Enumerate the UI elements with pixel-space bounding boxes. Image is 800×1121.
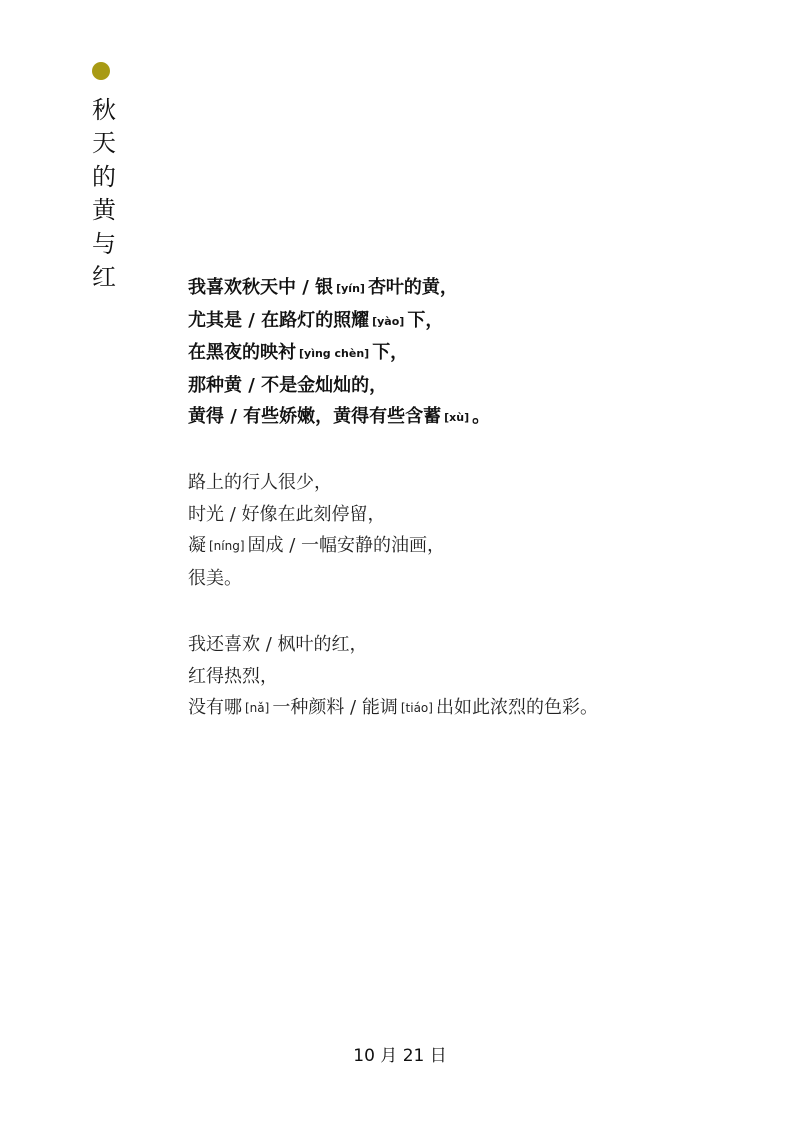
stanza-yellow [188, 272, 748, 434]
line-text: 黄得 / 有些娇嫩，黄得有些含蓄 [188, 406, 442, 427]
line-text: 路上的行人很少， [188, 472, 332, 493]
poem-line [188, 661, 748, 693]
poem-line [188, 467, 748, 499]
stanza-street [188, 467, 748, 594]
poem-line [188, 401, 748, 434]
line-text: 没有哪 [188, 697, 242, 718]
line-text: 固成 / 一幅安静的油画， [247, 535, 446, 556]
line-text: 凝 [188, 535, 206, 556]
line-text: 我还喜欢 / 枫叶的红， [188, 634, 368, 655]
pinyin-annotation: [yìng chèn] [299, 347, 370, 360]
poem-line [188, 692, 748, 725]
poem-line [188, 563, 748, 595]
pinyin-annotation: [nǎ] [245, 701, 270, 715]
line-text: 在黑夜的映衬 [188, 342, 296, 363]
line-text: 红得热烈， [188, 665, 278, 687]
line-text: 一种颜料 / 能调 [272, 697, 398, 718]
date-footer: 10 月 21 日 [353, 1046, 447, 1066]
line-text: 下， [407, 309, 444, 331]
title-char: 红 [92, 263, 116, 292]
accent-dot-icon [92, 62, 110, 80]
poem-line [188, 272, 748, 305]
pinyin-annotation: [tiáo] [400, 701, 433, 715]
pinyin-annotation: [yào] [372, 314, 405, 328]
line-text: 时光 / 好像在此刻停留， [188, 503, 386, 525]
title-char: 天 [92, 129, 116, 158]
pinyin-annotation: [níng] [209, 539, 245, 553]
pinyin-annotation: [yín] [336, 282, 365, 295]
line-text: 我喜欢秋天中 / 银 [188, 277, 334, 298]
title-char: 的 [92, 162, 116, 191]
line-text: 下， [372, 342, 409, 363]
poem-line [188, 530, 748, 563]
pinyin-annotation: [xù] [444, 411, 470, 424]
poem-line [188, 629, 748, 661]
title-char: 黄 [92, 196, 116, 225]
title-char: 秋 [92, 96, 116, 124]
vertical-title [89, 94, 119, 294]
line-text: 很美。 [188, 567, 242, 589]
poem-line [188, 499, 748, 531]
poem-line [188, 305, 748, 338]
line-text: 出如此浓烈的色彩。 [435, 697, 598, 718]
stanza-red [188, 629, 748, 725]
line-text: 。 [472, 406, 491, 427]
poem-line [188, 370, 748, 402]
line-text: 尤其是 / 在路灯的照耀 [188, 309, 370, 331]
line-text: 杏叶的黄， [367, 277, 458, 298]
title-char: 与 [92, 229, 116, 258]
line-text: 那种黄 / 不是金灿灿的， [188, 374, 388, 396]
poem-line [188, 337, 748, 370]
